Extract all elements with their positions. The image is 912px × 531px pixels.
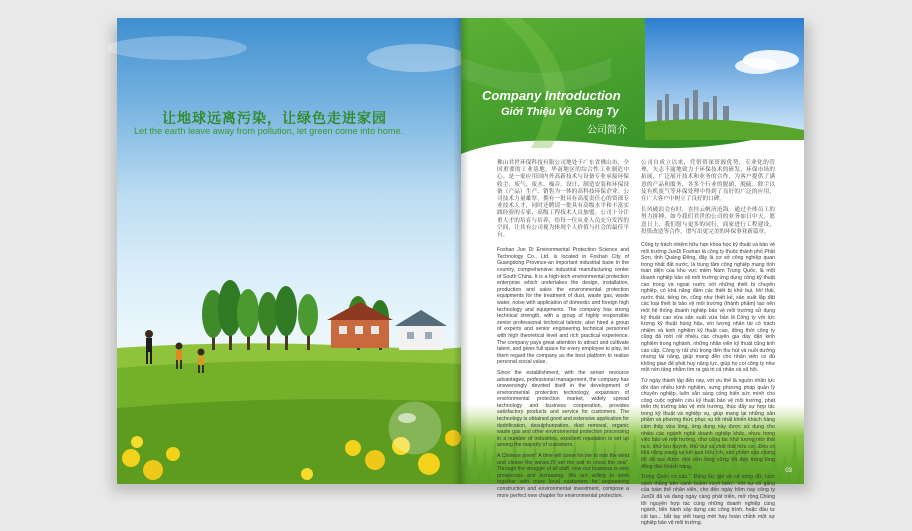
- section-title-vietnamese: Giới Thiệu Về Công Ty: [501, 106, 619, 118]
- intro-english-paragraph-2: Since the establishment, with the senior resource advantages, professional management, the company has unswervingly devoted itself in the development of environmental protection technology, expansion of environmental protection market, widely spread technology and business cooperation, provides satisfactory products and service for customers. The technology is obtained good and extensive application for dedrification, desulphurization, dust removal, organic waste gas and other environmental protection processing in a number of industries, excellent reputation is set up among the majority of customers.: [497, 369, 629, 449]
- headline-chinese: 让地球远离污染，让绿色走进家园: [162, 110, 387, 126]
- text-column-right: [641, 160, 775, 531]
- green-header-graphic: [461, 18, 804, 140]
- intro-english-paragraph-1: Foshan Jun Di Environmental Protection Science and Technology Co., Ltd. is located in Foshan City of Guangdong Province-an important industrial base in the country, comprehensive industrial manufacturing center of South China. It is a high-tech environmental protection enterprise which undertakes the design, installation, production and sales the environmental protection equipments for the treatment of dust, waste gas, waste water, noise with application of domestic and foreign high technology and equipments. The company has strong technical strength, with a group of highly responsible senior professional technical talents; also hired a group of experts and senior engineering technical personnel with high theoretical level and rich practical experience. The company pays great attention to attract and cultivate talent, and gives full space for every employee to play, let them regard the company as the best platform to realize personal social value.: [497, 247, 629, 366]
- right-page: [461, 18, 804, 527]
- intro-english-paragraph-3: A Chinese poem" A time will come for me to ride the wind and cleave the waves,I'll set the sail to cross the sea". Through the struggle of all staff, now our business is very prosperous and increasing. We are willing to work together with more local customers for engineering construction and environmental investment, compose a more perfect new chapter for environmental protection.: [497, 453, 629, 499]
- intro-chinese-paragraph: 佛山君世环保科技有限公司地处于广东省佛山市，全国重要的工业基地，华南地区的综合性工业制造中心。是一家应用国内外高新技术与设备专业承接环保收尘、废气、废水、噪音、设计、制造安装和环保设备（产品）生产、销售为一体的高科技环保企业。公司技术力量雄厚，拥有一批具有高度责任心的资深专业技术人才，同时还聘请一批具有高级水平和丰富实践经验的专家、高级工程技术人员加盟。公司十分注重人才的培育与培养，给每一位从业人员充分发挥的空间，让其有公司视为体现个人价值与社会的最佳平台。: [497, 160, 629, 239]
- intro-vietnamese-paragraph-1: Công ty trách nhiệm hữu hạn khoa học kỹ thuật và bảo vệ môi trường JunDi Foshan là công ty thuộc thành phố Phật Sơn, tỉnh Quảng Đông, đây là cơ sở công nghiệp quan trọng nhất đất nước, là trung tâm công nghiệp mang tính toàn diện của khu vực miền Nam Trung Quốc, là một doanh nghiệp bảo vệ môi trường ứng dụng công kỹ thuật cao trong và ngoài nước với những thiết bị chuyên nghiệp, có khả năng đảm các thiết bị khử bụi, khí thải, nước thải, tiếng ồn, cũng như thiết kế, sản xuất lắp đặt các loại thiết bị bảo vệ môi trường (thành phẩm) tạo nên một hệ thống doanh nghiệp bảo vệ môi trường sử dụng kỹ thuật cao vừa sản xuất vừa bán lẻ.Công ty với lực lượng kỹ thuật hùng hậu, với lượng nhân tài có trách nhiệm và kinh nghiệm kỹ thuật cao, đồng thời công ty cũng đã mời rất nhiều các chuyên gia dày dặn kinh nghiệm trong nghành, những nhân viên kỹ thuật cũng tinh cao cấp. Công ty rất chú trọng đến thu hút và nuôi dưỡng nhưng tài năng, giúp mang đến cho nhân viên có đủ không gian để phát huy năng lực, giúp họ coi công ty như một nền tảng nhằm tìm ra giá trị cá nhân và xã hội.: [641, 242, 775, 374]
- text-column-left: [497, 160, 629, 503]
- headline-english: Let the earth leave away from pollution, let green come into home.: [134, 126, 404, 136]
- history-chinese-paragraph-1: 公司自成立以来，凭借资深资源优势，专业化的管理，矢志不渝地致力于环保技术的研发，环保市场的拓展，广泛展开技术和业务的合作，为客户提供了满意的产品和服务，各多个行业的脱硝、脱硫、除尘以及有机废气等环保处理中得到了良好的广泛的应用，在广大客户中树立了良好的口碑。: [641, 160, 775, 203]
- water-drop-bubble: [389, 402, 441, 454]
- section-title-chinese: 公司简介: [587, 125, 627, 136]
- page-number: 03: [785, 468, 792, 474]
- left-page-scene: [117, 18, 461, 484]
- section-title-english: Company Introduction: [482, 88, 621, 103]
- left-page: [117, 18, 461, 484]
- history-chinese-paragraph-2: 长风破浪会有时，直挂云帆济沧海。通过全体员工的努力拼搏，如今我们君世的公司的业务如日中天，愿意日上，我们愿与更多的同行，商家进行工程建设，投资改造等合作，谱写出更完美的环保事业新篇章。: [641, 207, 775, 235]
- intro-vietnamese-paragraph-3: Trong Quốc có câu " Đúng lúc gió và cả sóng dữ, luồn sánh thẳng bên cánh buồm vượt biển". Với sự cố gắng của toàn thể nhân viên, cho đến ngày hôm nay công ty JunDi đã và đang ngày càng phát triển, mở rộng.Chúng tôi nguyện hợp tác cùng những doanh nghiệp cùng ngành, tiến hành xây dựng các công trình, hoặc đầu tư cải tạo... bắt tay viết trang mới hay hoàn chỉnh một sự nghiệp bảo vệ môi trường.: [641, 474, 775, 527]
- intro-vietnamese-paragraph-2: Từ ngày thành lập đến nay, với ưu thế là nguồn nhân lực dồi dào nhiều kinh nghiệm, sưng phương pháp quản lý chuyên nghiệp, luôn sẵn sàng cống hiến sức mình cho công cuộc nghiên cứu kỹ thuật bảo vệ môi trường, phát triển thị trường bảo vệ môi trường, thúc đẩy sự hợp tác trong kỹ thuật và nghiệp vụ, giúp mang lại những sản phẩm và phương thức phục vụ tốt nhất khiến khách hàng cảm thấy vừa lòng, ứng dụng này được sử dụng cho nhiều các ngành nghề doanh nghiệp khác, nhưu trong việc bảo vệ môi trường, như công tác khử lượng nitơ thải ra k, khử lưu huỳnh, khử bụi và chất thải hữu cơ...Đều có khả năng mang lại kết quả hữu ích, sản phẩm của chúng tôi đã tạo được một nền tảng vững tốt đẹp trong lòng đông đảo khách hàng.: [641, 377, 775, 470]
- brochure-spread: [117, 18, 804, 527]
